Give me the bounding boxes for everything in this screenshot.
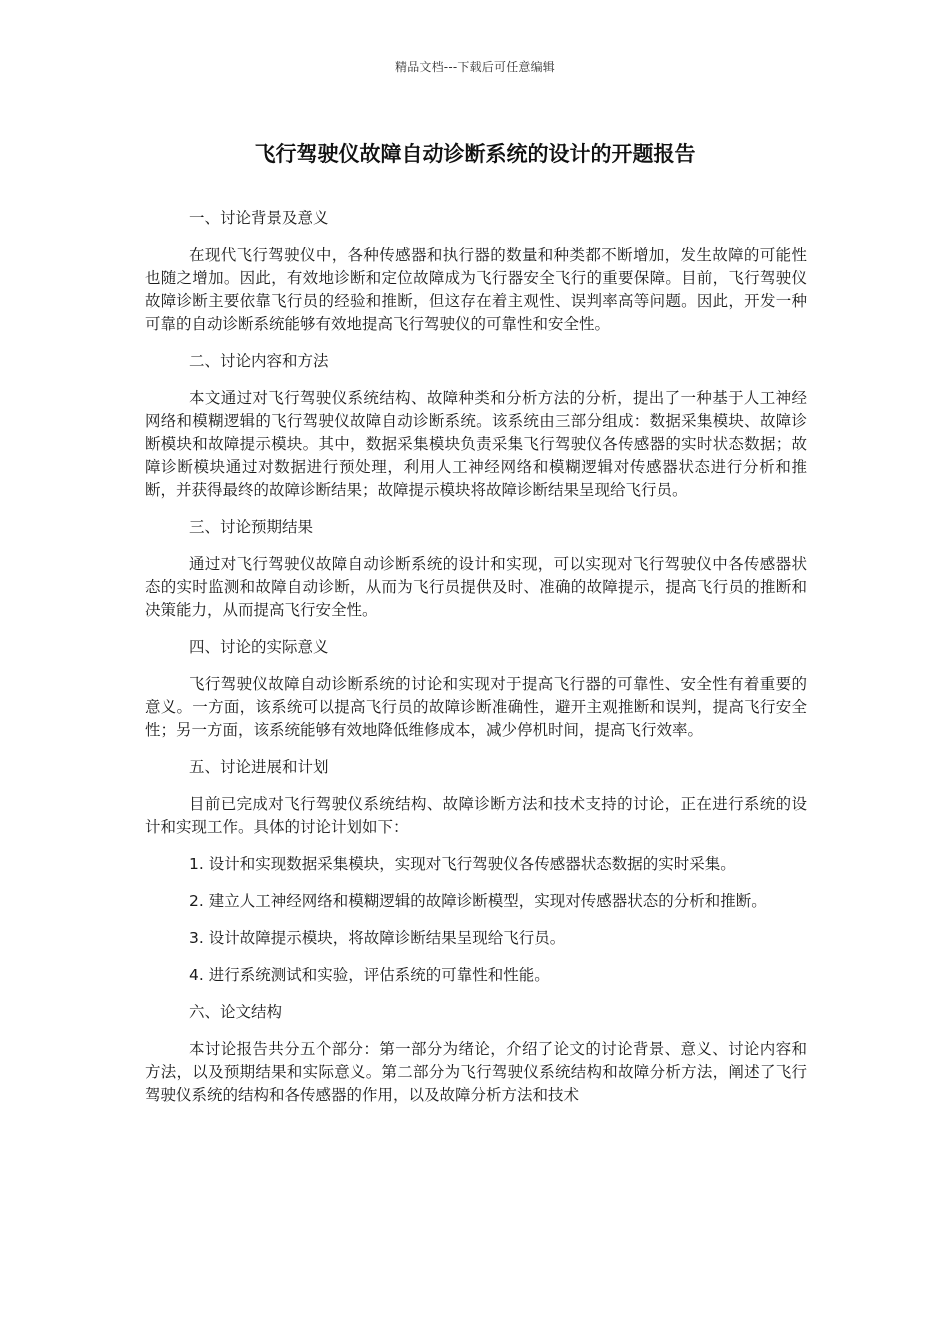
plan-list-item: 4. 进行系统测试和实验，评估系统的可靠性和性能。	[189, 966, 550, 984]
section-paragraph: 通过对飞行驾驶仪故障自动诊断系统的设计和实现，可以实现对飞行驾驶仪中各传感器状态的实时监测和故障自动诊断，从而为飞行员提供及时、准确的故障提示，提高飞行员的推断和决策能力，从而提高飞行安全性。	[145, 555, 807, 619]
plan-list-item: 3. 设计故障提示模块，将故障诊断结果呈现给飞行员。	[189, 929, 566, 947]
section-paragraph: 在现代飞行驾驶仪中，各种传感器和执行器的数量和种类都不断增加，发生故障的可能性也随之增加。因此，有效地诊断和定位故障成为飞行器安全飞行的重要保障。目前，飞行驾驶仪故障诊断主要依靠飞行员的经验和推断，但这存在着主观性、误判率高等问题。因此，开发一种可靠的自动诊断系统能够有效地提高飞行驾驶仪的可靠性和安全性。	[145, 246, 807, 333]
plan-list-item: 1. 设计和实现数据采集模块，实现对飞行驾驶仪各传感器状态数据的实时采集。	[189, 855, 736, 873]
section-paragraph: 本文通过对飞行驾驶仪系统结构、故障种类和分析方法的分析，提出了一种基于人工神经网络和模糊逻辑的飞行驾驶仪故障自动诊断系统。该系统由三部分组成：数据采集模块、故障诊断模块和故障提示模块。其中，数据采集模块负责采集飞行驾驶仪各传感器的实时状态数据；故障诊断模块通过对数据进行预处理，利用人工神经网络和模糊逻辑对传感器状态进行分析和推断，并获得最终的故障诊断结果；故障提示模块将故障诊断结果呈现给飞行员。	[145, 389, 807, 499]
header-note: 精品文档---下载后可任意编辑	[395, 60, 555, 74]
section-heading: 一、讨论背景及意义	[189, 209, 329, 227]
section-paragraph: 本讨论报告共分五个部分：第一部分为绪论，介绍了论文的讨论背景、意义、讨论内容和方法，以及预期结果和实际意义。第二部分为飞行驾驶仪系统结构和故障分析方法，阐述了飞行驾驶仪系统的结构和各传感器的作用，以及故障分析方法和技术	[145, 1040, 807, 1104]
section-heading: 五、讨论进展和计划	[189, 758, 329, 776]
section-paragraph: 目前已完成对飞行驾驶仪系统结构、故障诊断方法和技术支持的讨论，正在进行系统的设计和实现工作。具体的讨论计划如下：	[145, 795, 807, 836]
section-heading: 二、讨论内容和方法	[189, 352, 329, 370]
section-heading: 六、论文结构	[189, 1003, 283, 1021]
section-heading: 三、讨论预期结果	[189, 518, 314, 536]
plan-list-item: 2. 建立人工神经网络和模糊逻辑的故障诊断模型，实现对传感器状态的分析和推断。	[189, 892, 767, 910]
section-heading: 四、讨论的实际意义	[189, 638, 329, 656]
section-paragraph: 飞行驾驶仪故障自动诊断系统的讨论和实现对于提高飞行器的可靠性、安全性有着重要的意义。一方面，该系统可以提高飞行员的故障诊断准确性，避开主观推断和误判，提高飞行安全性；另一方面，该系统能够有效地降低维修成本，减少停机时间，提高飞行效率。	[145, 675, 807, 739]
document-title: 飞行驾驶仪故障自动诊断系统的设计的开题报告	[254, 142, 696, 166]
document-body	[145, 207, 807, 1121]
